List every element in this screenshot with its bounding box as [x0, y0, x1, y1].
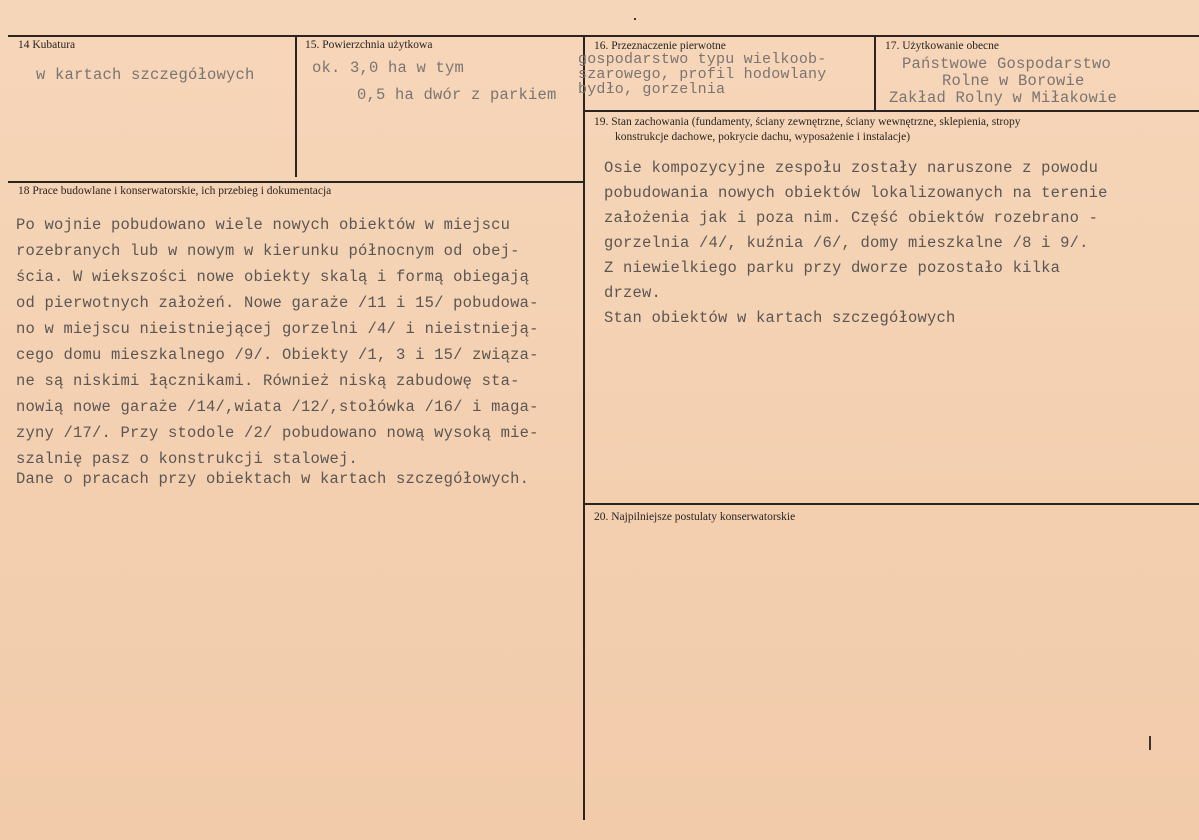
paper-speck	[634, 18, 636, 20]
field-18-line-1: Po wojnie pobudowano wiele nowych obiektów w miejscu	[16, 216, 511, 234]
field-15-line-2: 0,5 ha dwór z parkiem	[357, 86, 557, 104]
field-17-line-1: Państwowe Gospodarstwo	[902, 55, 1112, 73]
divider-16-17	[874, 35, 876, 111]
field-19-line-6: drzew.	[604, 284, 662, 302]
field-19-label-1: 19. Stan zachowania (fundamenty, ściany zewnętrzne, ściany wewnętrzne, sklepienia, stropy	[594, 116, 1021, 128]
field-18-line-10: szalnię pasz o konstrukcji stalowej.	[16, 450, 359, 468]
field-16-line-1: gospodarstwo typu wielkoob-	[578, 51, 827, 68]
rule-above-18	[8, 181, 584, 183]
field-18-line-4: od pierwotnych założeń. Nowe garaże /11 i 15/ pobudowa-	[16, 294, 539, 312]
field-17-line-3: Zakład Rolny w Miłakowie	[889, 89, 1118, 107]
field-19-line-3: założenia jak i poza nim. Część obiektów rozebrano -	[604, 209, 1099, 227]
field-18-line-6: cego domu mieszkalnego /9/. Obiekty /1, 3 i 15/ związa-	[16, 346, 539, 364]
field-14-label: 14 Kubatura	[18, 39, 76, 51]
field-16-label: 16. Przeznaczenie pierwotne	[594, 40, 726, 52]
field-15-label: 15. Powierzchnia użytkowa	[305, 39, 433, 51]
field-18-line-9: zyny /17/. Przy stodole /2/ pobudowano nową wysoką mie-	[16, 424, 539, 442]
field-18-line-5: no w miejscu nieistniejącej gorzelni /4/ i nieistnieją-	[16, 320, 539, 338]
center-divider	[583, 35, 585, 820]
field-16-line-3: bydło, gorzelnia	[578, 81, 726, 98]
field-18-line-2: rozebranych lub w nowym w kierunku północnym od obej-	[16, 242, 520, 260]
field-20-label: 20. Najpilniejsze postulaty konserwatorskie	[594, 511, 796, 523]
rule-above-20	[583, 503, 1199, 505]
field-19-label-2: konstrukcje dachowe, pokrycie dachu, wyposażenie i instalacje)	[615, 131, 911, 143]
top-rule	[8, 35, 1199, 37]
rule-above-19	[583, 110, 1199, 112]
field-15-line-1: ok. 3,0 ha w tym	[312, 59, 465, 77]
divider-14-15	[295, 35, 297, 177]
paper-tick-mark	[1149, 736, 1151, 750]
field-17-label: 17. Użytkowanie obecne	[885, 40, 1000, 52]
field-19-line-1: Osie kompozycyjne zespołu zostały naruszone z powodu	[604, 159, 1099, 177]
field-19-line-4: gorzelnia /4/, kuźnia /6/, domy mieszkalne /8 i 9/.	[604, 234, 1089, 252]
field-19-line-7: Stan obiektów w kartach szczegółowych	[604, 309, 956, 327]
field-18-line-8: nowią nowe garaże /14/,wiata /12/,stołówka /16/ i maga-	[16, 398, 539, 416]
field-14-value: w kartach szczegółowych	[36, 66, 255, 84]
field-18-line-3: ścia. W wiekszości nowe obiekty skalą i formą obiegają	[16, 268, 530, 286]
field-18-label: 18 Prace budowlane i konserwatorskie, ich przebieg i dokumentacja	[18, 185, 332, 197]
field-17-line-2: Rolne w Borowie	[942, 72, 1085, 90]
field-19-line-2: pobudowania nowych obiektów lokalizowanych na terenie	[604, 184, 1108, 202]
field-16-line-2: szarowego, profil hodowlany	[578, 66, 827, 83]
field-19-line-5: Z niewielkiego parku przy dworze pozostało kilka	[604, 259, 1061, 277]
field-18-line-7: ne są niskimi łącznikami. Również niską zabudowę sta-	[16, 372, 520, 390]
field-18-line-11: Dane o pracach przy obiektach w kartach szczegółowych.	[16, 470, 530, 488]
